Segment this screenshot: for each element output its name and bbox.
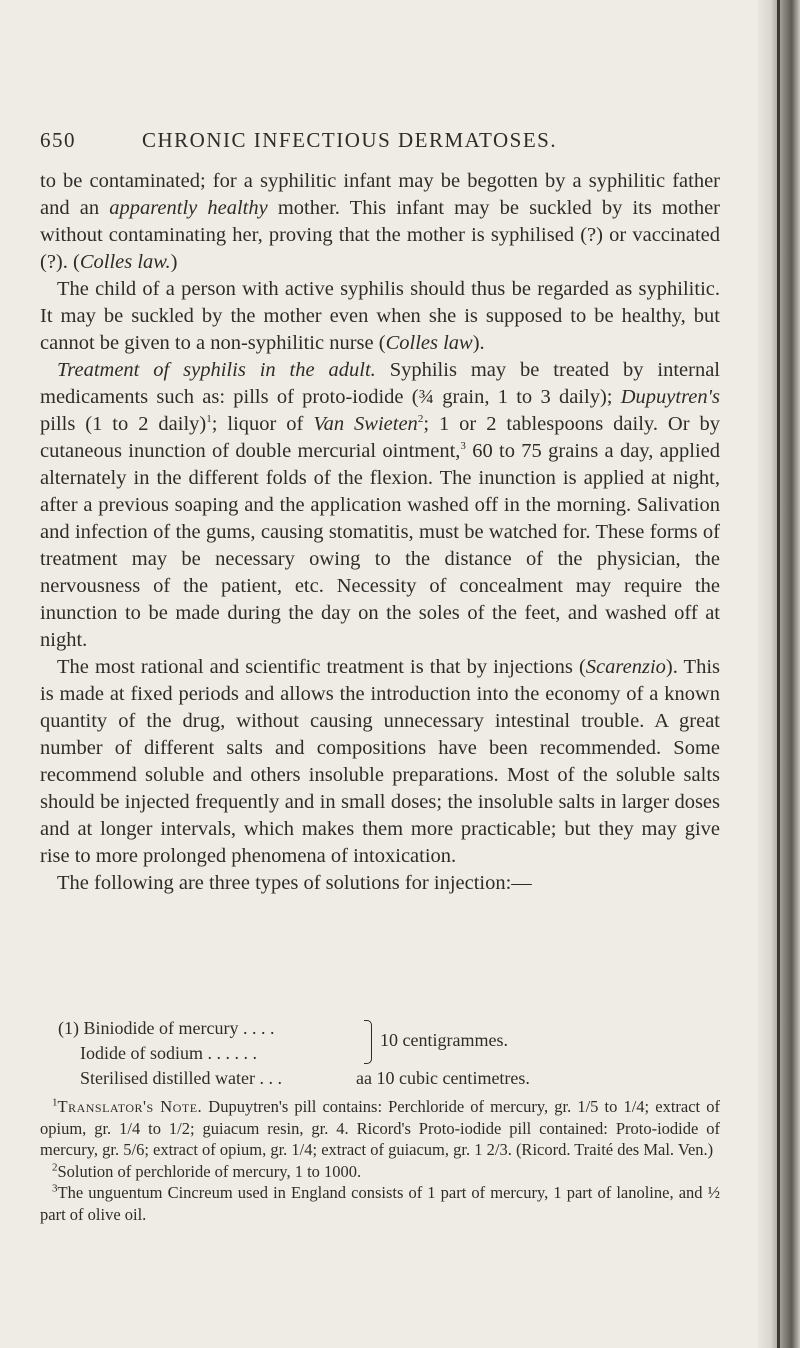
footnote-1: $^1$Translator's Note. Dupuytren's pill contains: Perchloride of mercury, gr. 1/5 to 1/4; extract of opium, gr. 1/4 to 1/2; guiacum resin, gr. 4. Ricord's Proto-iodide pill contained: Proto-iodide of mercury, gr. 5/6; extract of opium, gr. 1/4; extract of guiacum, gr. 1 2/3. (Ricord. Traité des Mal. Ven.)	[40, 1096, 720, 1159]
footnote-ref-3: 3	[460, 440, 466, 453]
term-dupuytren: Dupuytren's	[620, 386, 720, 408]
formula-ingredient-water: Sterilised distilled water . . .	[80, 1068, 282, 1088]
footnote-2: $^2$Solution of perchloride of mercury, 1 to 1000.	[52, 1161, 362, 1181]
paragraph-colles-2: The child of a person with active syphilis should thus be regarded as syphilitic. It may be suckled by the mother even when she is supposed to be healthy, but cannot be given to a non-syphilitic nurse (Colles law).	[40, 278, 720, 354]
binding-shadow	[777, 0, 780, 1348]
term-van-swieten: Van Swieten	[313, 413, 418, 435]
formula-ingredient-iodide: Iodide of sodium . . . . . .	[80, 1043, 257, 1063]
running-header	[40, 128, 740, 158]
paragraph-solutions-intro: The following are three types of solutions for injection:—	[57, 872, 532, 894]
emphasis-apparently-healthy: apparently healthy	[109, 197, 268, 219]
formula-row-2	[58, 1041, 718, 1066]
footnote-1-label: Translator's Note.	[57, 1097, 203, 1116]
formula-row-3	[58, 1066, 718, 1091]
paragraph-colles-1: to be contaminated; for a syphilitic infant may be begotten by a syphilitic father and an apparently healthy mother. This infant may be suckled by its mother without contaminating her, proving that the mother is syphilised (?) or vaccinated (?). (Colles law.)	[40, 170, 721, 273]
citation-colles-law-2: Colles law	[385, 332, 473, 354]
citation-scarenzio: Scarenzio	[585, 656, 666, 678]
footnote-ref-1: 1	[206, 413, 212, 426]
section-heading-treatment: Treatment of syphilis in the adult.	[57, 359, 376, 381]
page-number: 650	[40, 128, 76, 152]
formula-amount-centigrammes: 10 centigrammes.	[380, 1030, 508, 1050]
citation-colles-law: Colles law.	[79, 251, 171, 273]
injection-formula	[58, 1016, 718, 1091]
footnote-ref-2: 2	[417, 413, 424, 426]
formula-amount-water: aa 10 cubic centimetres.	[356, 1068, 530, 1088]
paragraph-injections: The most rational and scientific treatment is that by injections (Scarenzio). This is made at fixed periods and allows the introduction into the economy of a known quantity of the drug, without causing unnecessary intestinal trouble. A great number of different salts and compositions have been recommended. Some recommend soluble and others insoluble preparations. Most of the soluble salts should be injected frequently and in small doses; the insoluble salts in larger doses and at longer intervals, which makes them more practicable; but they may give rise to more prolonged phenomena of intoxication.	[40, 656, 721, 867]
body-text	[40, 168, 720, 897]
running-title: CHRONIC INFECTIOUS DERMATOSES.	[142, 128, 558, 152]
formula-ingredient-biniodide: (1) Biniodide of mercury . . . .	[58, 1018, 275, 1038]
footnotes	[40, 1096, 720, 1225]
footnote-3: $^3$The unguentum Cincreum used in England consists of 1 part of mercury, 1 part of lanoline, and ½ part of olive oil.	[40, 1182, 720, 1224]
formula-row-1	[58, 1016, 718, 1050]
paragraph-treatment-adult: Treatment of syphilis in the adult. Syphilis may be treated by internal medicaments such as: pills of proto-iodide (¾ grain, 1 to 3 daily); Dupuytren's pills (1 to 2 daily)$^1$; liquor of Van Swieten$^2$; 1 or 2 tablespoons daily. Or by cutaneous inunction of double mercurial ointment,$^3$ 60 to 75 grains a day, applied alternately in the different folds of the flexion. The inunction is applied at night, after a previous soaping and the application washed off in the morning. Salivation and infection of the gums, causing stomatitis, must be watched for. These forms of treatment may be necessary owing to the distance of the physician, the nervousness of the patient, etc. Necessity of concealment may require the inunction to be made during the day on the soles of the feet, and washed off at night.	[40, 359, 721, 651]
